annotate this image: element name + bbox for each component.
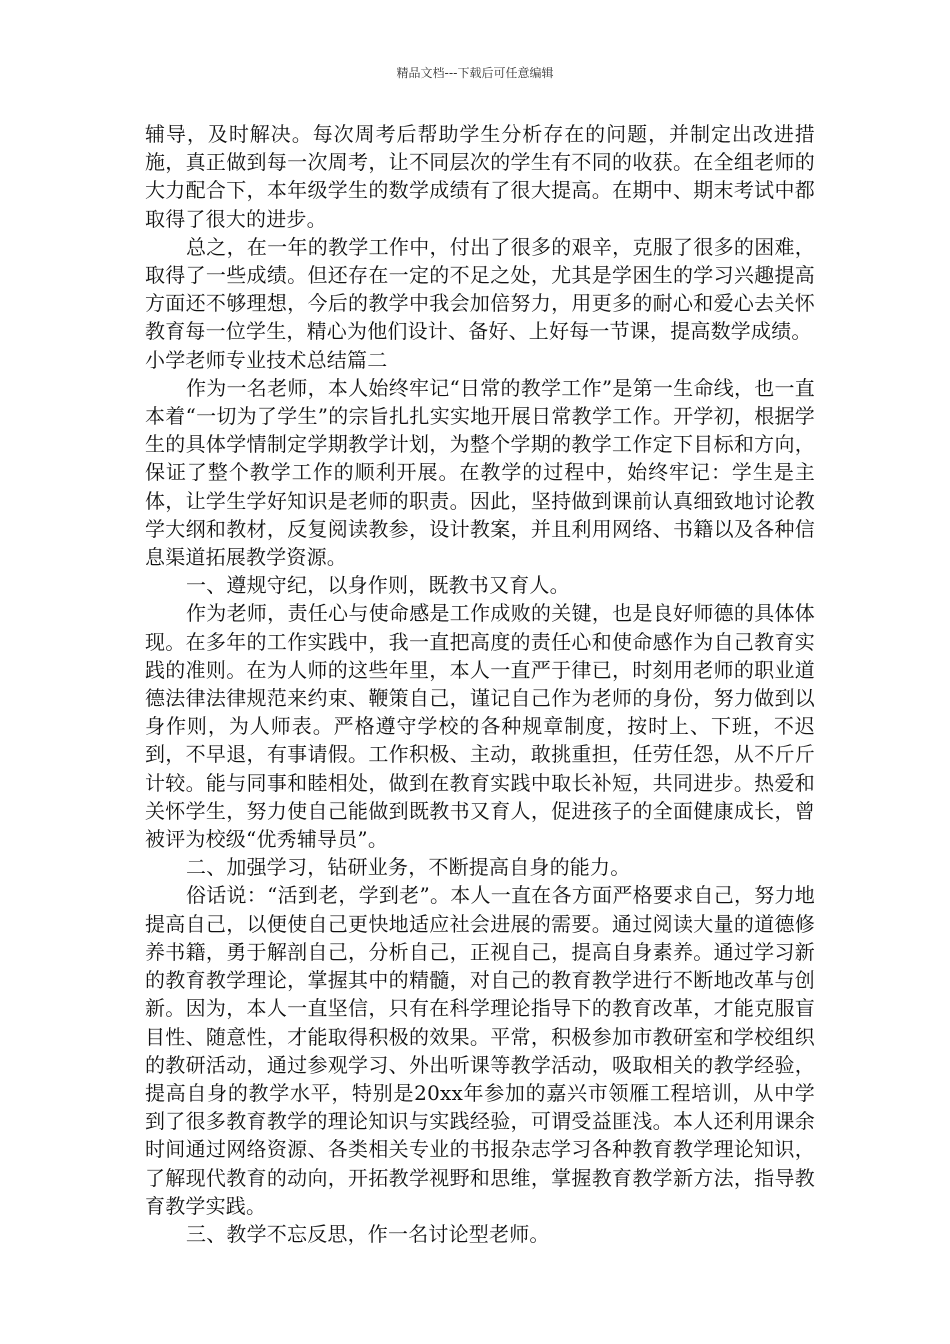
page-header: 精品文档---下载后可任意编辑 — [396, 66, 554, 80]
document-body — [145, 120, 815, 1248]
paragraph-ethics: 作为老师，责任心与使命感是工作成败的关键，也是良好师德的具体体现。在多年的工作实践中，我一直把高度的责任心和使命感作为自己教育实践的准则。在为人师的这些年里，本人一直严于律已，时刻用老师的职业道德法律法律规范来约束、鞭策自己，谨记自己作为老师的身份，努力做到以身作则，为人师表。严格遵守学校的各种规章制度，按时上、下班，不迟到，不早退，有事请假。工作积极、主动，敢挑重担，任劳任怨，从不斤斤计较。能与同事和睦相处，做到在教育实践中取长补短，共同进步。热爱和关怀学生，努力使自己能做到既教书又育人，促进孩子的全面健康成长，曾被评为校级“优秀辅导员”。 — [145, 601, 815, 852]
paragraph-intro: 作为一名老师，本人始终牢记“日常的教学工作”是第一生命线，也一直本着“一切为了学生”的宗旨扎扎实实地开展日常教学工作。开学初，根据学生的具体学情制定学期教学计划，为整个学期的教学工作定下目标和方向，保证了整个教学工作的顺利开展。在教学的过程中，始终牢记：学生是主体，让学生学好知识是老师的职责。因此，坚持做到课前认真细致地讨论教学大纲和教材，反复阅读教参，设计教案，并且利用网络、书籍以及各种信息渠道拓展教学资源。 — [145, 375, 815, 570]
section-heading-1: 一、遵规守纪，以身作则，既教书又育人。 — [186, 573, 570, 598]
paragraph-learning: 俗话说：“活到老，学到老”。本人一直在各方面严格要求自己，努力地提高自己，以便使自己更快地适应社会进展的需要。通过阅读大量的道德修养书籍，勇于解剖自己，分析自己，正视自己，提高自身素养。通过学习新的教育教学理论，掌握其中的精髓，对自己的教育教学进行不断地改革与创新。因为，本人一直坚信，只有在科学理论指导下的教育改革，才能克服盲目性、随意性，才能取得积极的效果。平常，积极参加市教研室和学校组织的教研活动，通过参观学习、外出听课等教学活动，吸取相关的教学经验，提高自身的教学水平，特别是20xx年参加的嘉兴市领雁工程培训，从中学到了很多教育教学的理论知识与实践经验，可谓受益匪浅。本人还利用课余时间通过网络资源、各类相关专业的书报杂志学习各种教育教学理论知识，了解现代教育的动向，开拓教学视野和思维，掌握教育教学新方法，指导教育教学实践。 — [145, 883, 815, 1218]
section-heading-3: 三、教学不忘反思，作一名讨论型老师。 — [186, 1221, 550, 1246]
paragraph-continuation: 辅导，及时解决。每次周考后帮助学生分析存在的问题，并制定出改进措施，真正做到每一次周考，让不同层次的学生有不同的收获。在全组老师的大力配合下，本年级学生的数学成绩有了很大提高。在期中、期末考试中都取得了很大的进步。 — [145, 122, 815, 231]
paragraph-summary: 总之，在一年的教学工作中，付出了很多的艰辛，克服了很多的困难，取得了一些成绩。但还存在一定的不足之处，尤其是学困生的学习兴趣提高方面还不够理想，今后的教学中我会加倍努力，用更多的耐心和爱心去关怀教育每一位学生，精心为他们设计、备好、上好每一节课，提高数学成绩。 — [145, 234, 815, 344]
section-heading-2: 二、加强学习，钻研业务，不断提高自身的能力。 — [186, 855, 631, 880]
section-title: 小学老师专业技术总结篇二 — [145, 347, 388, 372]
